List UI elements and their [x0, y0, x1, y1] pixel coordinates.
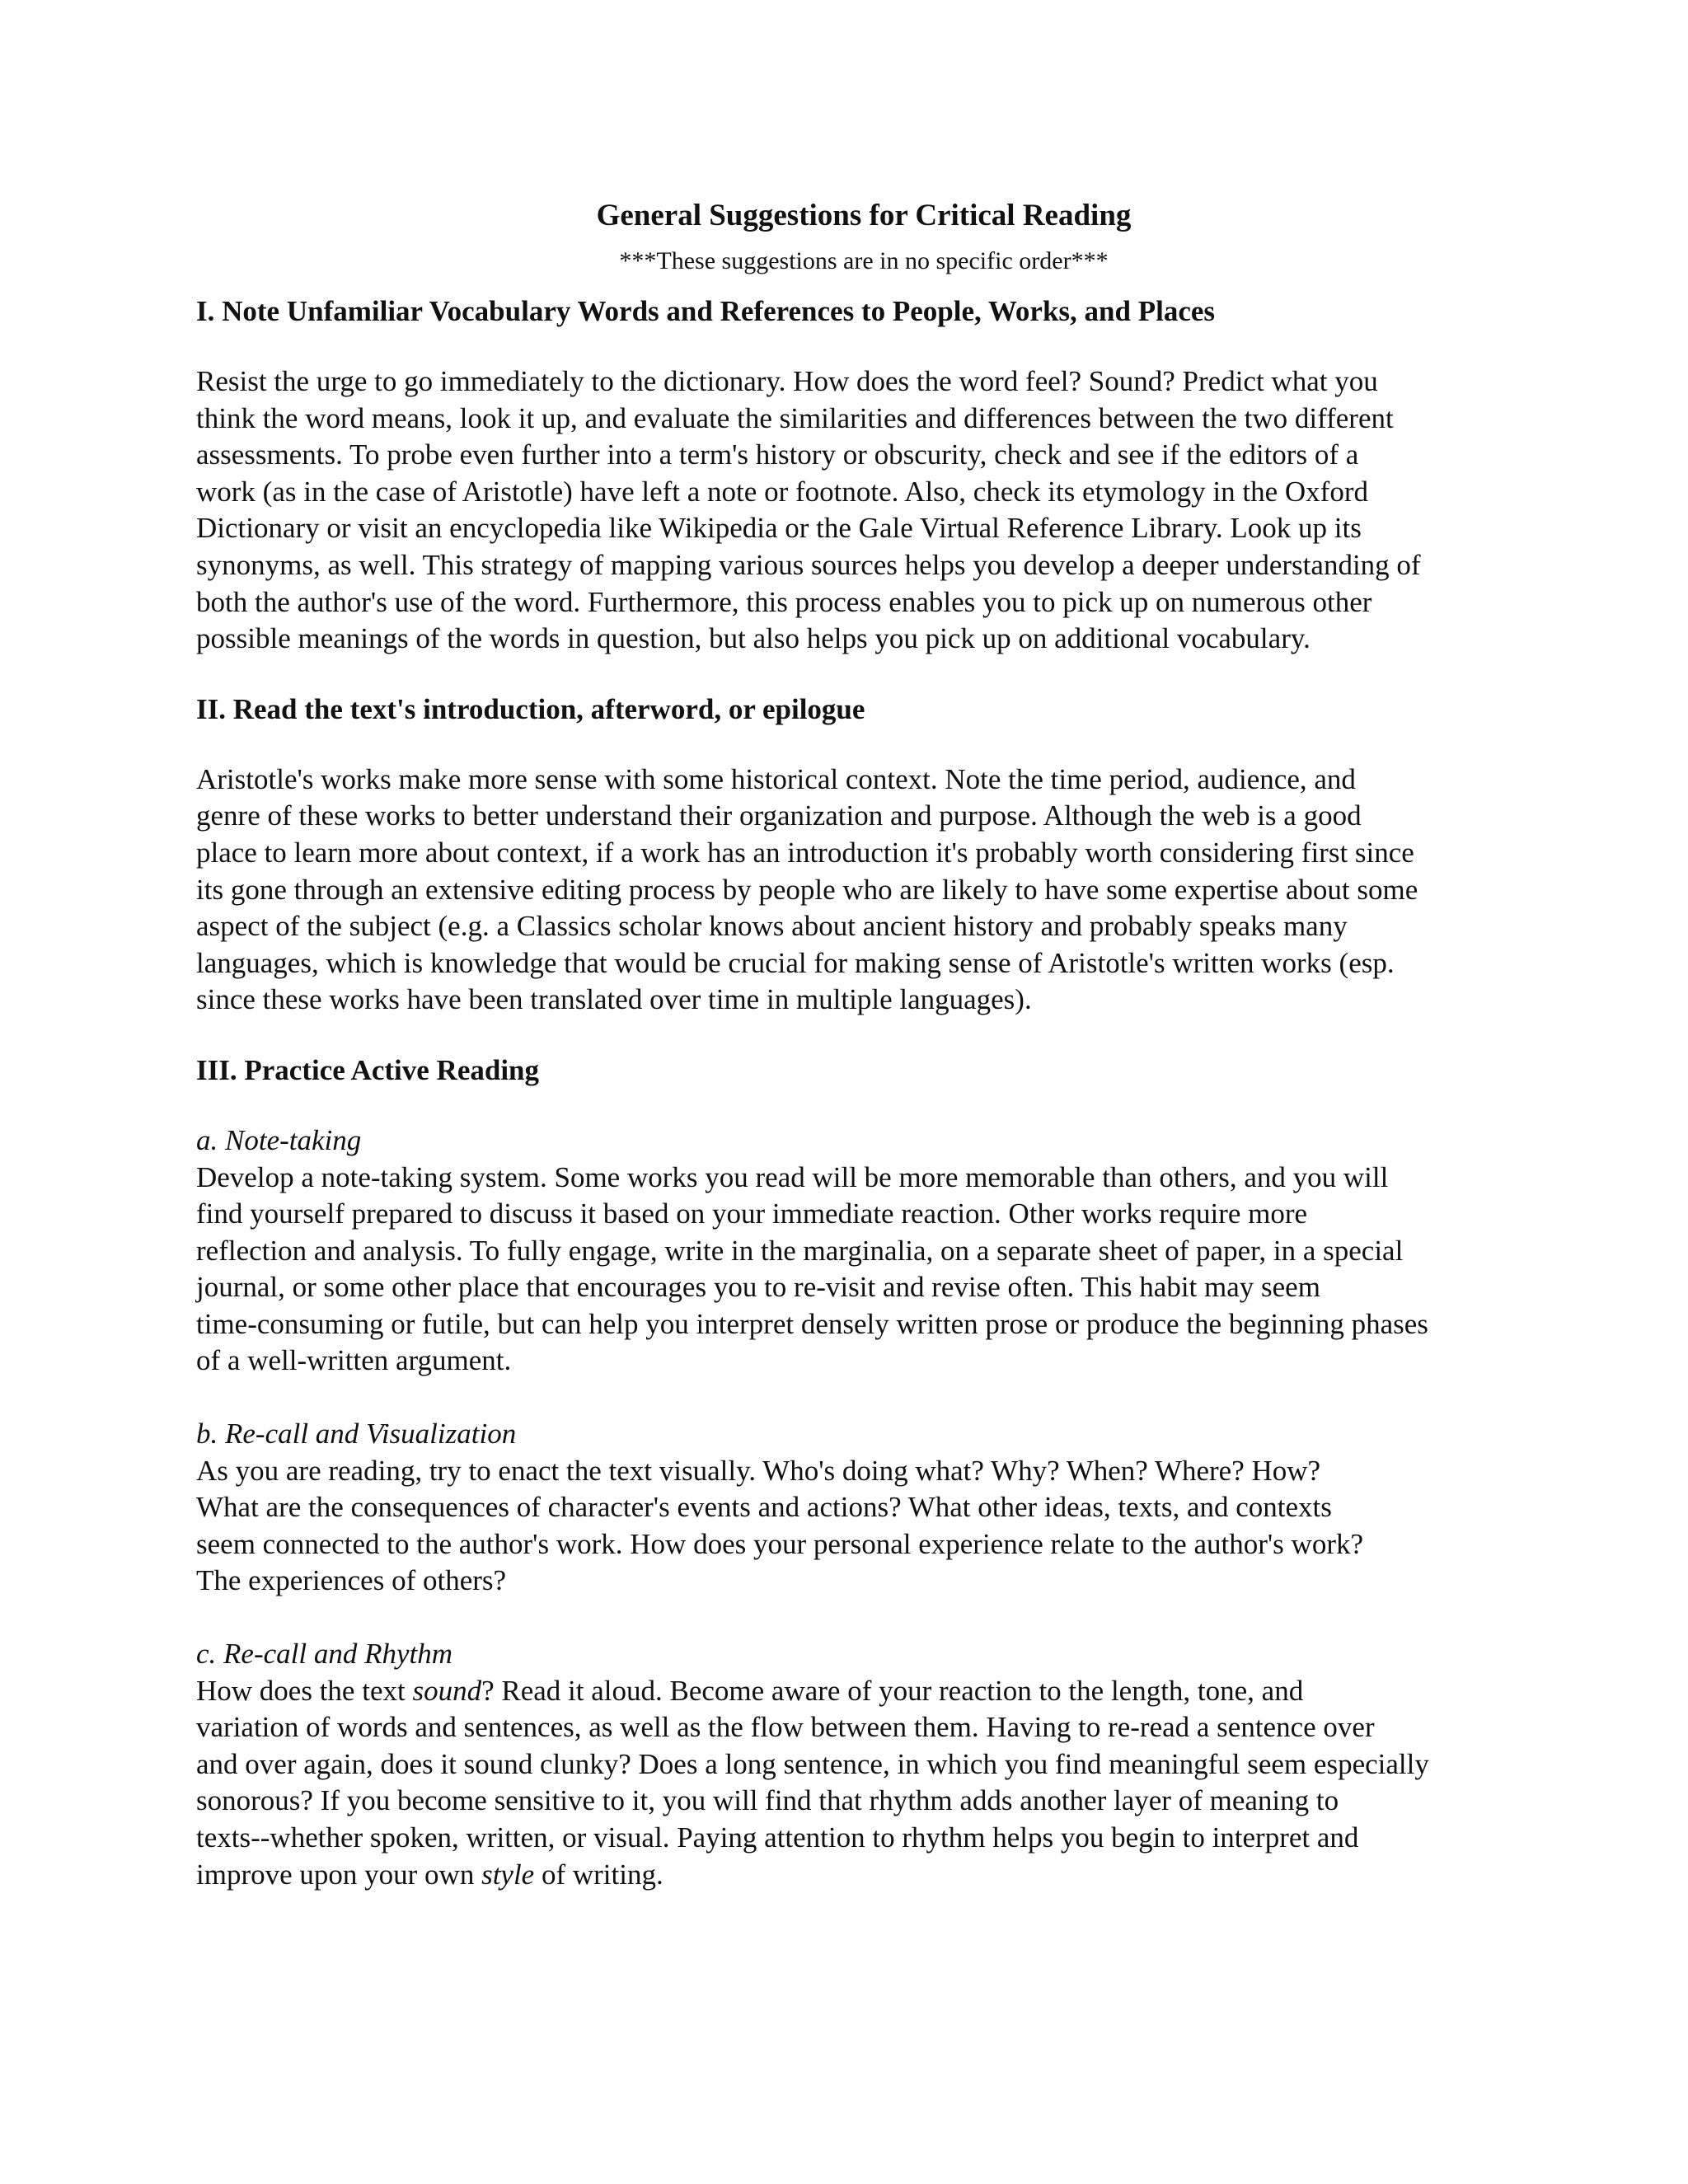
document-page [196, 193, 1531, 1893]
text-line: variation of words and sentences, as well as the flow between them. Having to re-read a sentence over [196, 1711, 1375, 1744]
text-line: work (as in the case of Aristotle) have left a note or footnote. Also, check its etymology in the Oxford [196, 475, 1368, 508]
text-line: find yourself prepared to discuss it based on your immediate reaction. Other works require more [196, 1197, 1308, 1230]
text-fragment: improve upon your own [196, 1858, 482, 1891]
text-line: Resist the urge to go immediately to the dictionary. How does the word feel? Sound? Predict what you [196, 365, 1378, 397]
subsection-label-rhythm: c. Re-call and Rhythm [196, 1638, 453, 1671]
text-line: its gone through an extensive editing process by people who are likely to have some expertise about some [196, 873, 1418, 906]
text-fragment: of writing. [534, 1858, 663, 1891]
document-title: General Suggestions for Critical Reading [596, 199, 1132, 232]
text-line [196, 1857, 1531, 1894]
section-heading-2: II. Read the text's introduction, afterword, or epilogue [196, 692, 865, 725]
text-line: Develop a note-taking system. Some works you read will be more memorable than others, and you will [196, 1160, 1389, 1193]
text-fragment: ? Read it aloud. Become aware of your reaction to the length, tone, and [481, 1674, 1304, 1707]
text-line: possible meanings of the words in question, but also helps you pick up on additional vocabulary. [196, 622, 1311, 655]
text-line: reflection and analysis. To fully engage, write in the marginalia, on a separate sheet of paper, in a special [196, 1234, 1404, 1267]
section-1-paragraph [196, 363, 1531, 658]
text-line: aspect of the subject (e.g. a Classics scholar knows about ancient history and probably speaks many [196, 910, 1348, 943]
text-line: What are the consequences of character's events and actions? What other ideas, texts, and contexts [196, 1491, 1332, 1524]
subsection-label-note-taking: a. Note-taking [196, 1123, 362, 1156]
subsection-a-paragraph [196, 1160, 1531, 1380]
text-line: and over again, does it sound clunky? Does a long sentence, in which you find meaningful seem especially [196, 1747, 1429, 1780]
document-subtitle: ***These suggestions are in no specific order*** [619, 247, 1109, 274]
text-line: since these works have been translated over time in multiple languages). [196, 983, 1032, 1016]
text-line: seem connected to the author's work. How does your personal experience relate to the author's work? [196, 1527, 1364, 1560]
text-line: both the author's use of the word. Furthermore, this process enables you to pick up on numerous other [196, 585, 1372, 618]
text-line: assessments. To probe even further into a term's history or obscurity, check and see if the editors of a [196, 438, 1359, 471]
text-line: place to learn more about context, if a work has an introduction it's probably worth considering first since [196, 836, 1414, 869]
text-line: think the word means, look it up, and evaluate the similarities and differences between the two different [196, 401, 1394, 434]
text-line: genre of these works to better understand their organization and purpose. Although the web is a good [196, 799, 1362, 832]
text-line: The experiences of others? [196, 1564, 507, 1597]
text-line: texts--whether spoken, written, or visual. Paying attention to rhythm helps you begin to interpret and [196, 1821, 1359, 1854]
text-line: As you are reading, try to enact the text visually. Who's doing what? Why? When? Where? How? [196, 1454, 1321, 1487]
text-line [196, 1673, 1531, 1710]
text-line: of a well-written argument. [196, 1344, 512, 1377]
emphasis-style: style [481, 1858, 535, 1891]
text-line: sonorous? If you become sensitive to it, you will find that rhythm adds another layer of meaning to [196, 1784, 1339, 1817]
subsection-b-paragraph [196, 1453, 1531, 1600]
text-line: Dictionary or visit an encyclopedia like Wikipedia or the Gale Virtual Reference Library. Look up its [196, 512, 1362, 545]
section-heading-3: III. Practice Active Reading [196, 1053, 540, 1086]
emphasis-sound: sound [412, 1674, 482, 1707]
text-line: time-consuming or futile, but can help you interpret densely written prose or produce the beginning phases [196, 1307, 1428, 1340]
section-2-paragraph [196, 762, 1531, 1019]
text-line: synonyms, as well. This strategy of mapping various sources helps you develop a deeper understanding of [196, 548, 1421, 581]
text-line: journal, or some other place that encourages you to re-visit and revise often. This habit may seem [196, 1271, 1320, 1304]
text-line: languages, which is knowledge that would be crucial for making sense of Aristotle's written works (esp. [196, 946, 1395, 979]
text-line: Aristotle's works make more sense with some historical context. Note the time period, audience, and [196, 762, 1356, 795]
section-heading-1: I. Note Unfamiliar Vocabulary Words and References to People, Works, and Places [196, 295, 1216, 327]
subsection-label-visualization: b. Re-call and Visualization [196, 1418, 517, 1451]
text-fragment: How does the text [196, 1674, 413, 1707]
subsection-c-paragraph [196, 1673, 1531, 1894]
